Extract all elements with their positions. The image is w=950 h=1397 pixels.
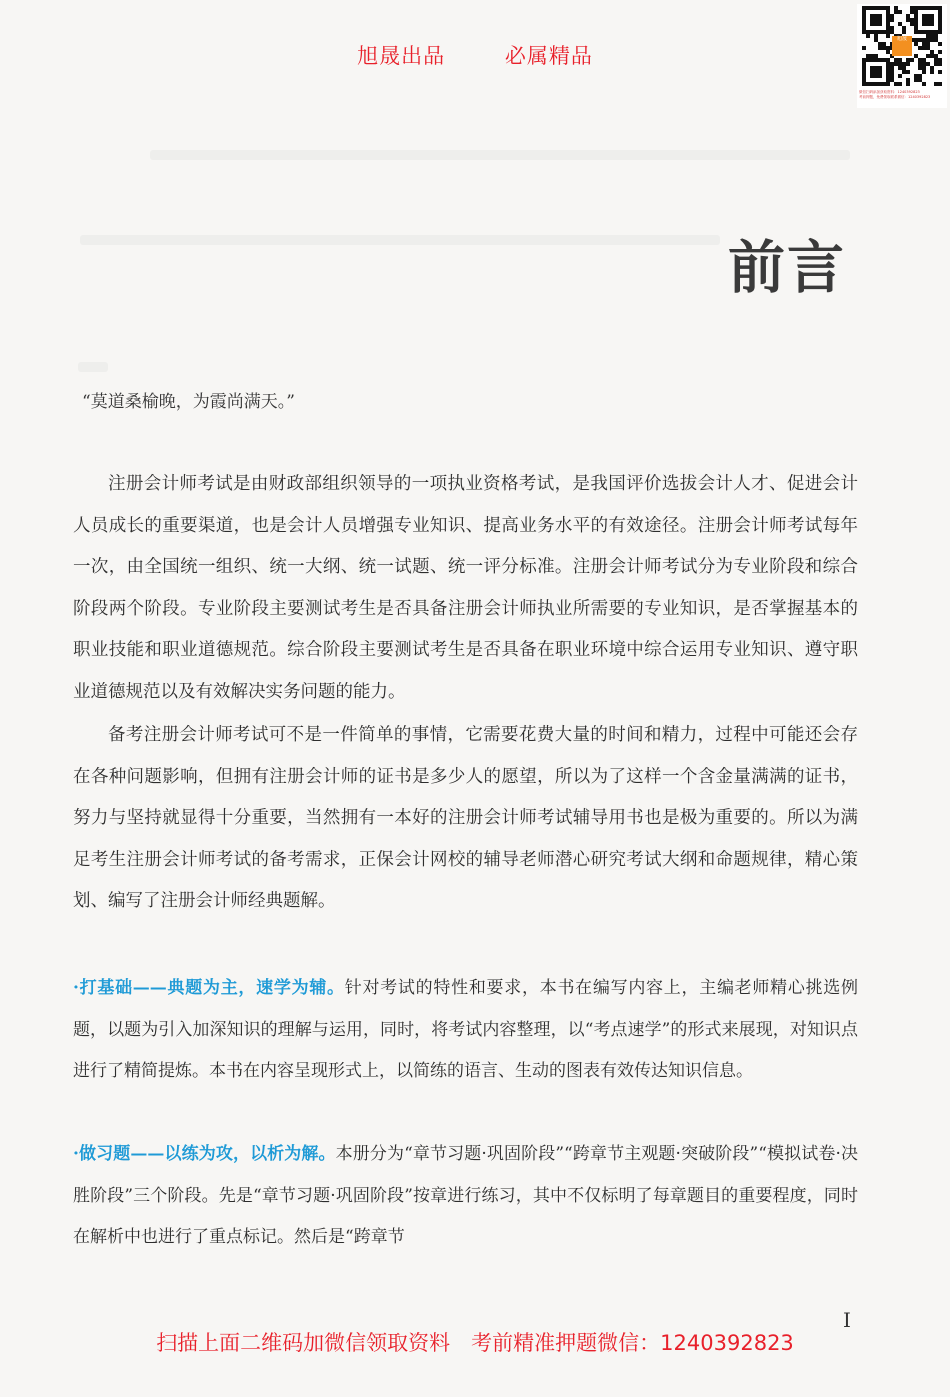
qr-caption-line: 微信扫码添加获取资料：1240392823 (859, 90, 920, 94)
bullet-title: ·做习题——以练为攻，以析为解。 (73, 1144, 336, 1164)
bullet-paragraph (73, 968, 858, 1093)
epigraph-quote: “莫道桑榆晚，为霞尚满天。” (82, 392, 295, 412)
top-watermark (0, 40, 950, 70)
bleed-through (80, 235, 720, 245)
qr-code[interactable] (857, 4, 947, 108)
page-number: I (843, 1308, 851, 1332)
bullet-text: 针对考试的特性和要求，本书在编写内容上，主编老师精心挑选例题，以题为引入加深知识的理解与运用，同时，将考试内容整理，以“考点速学”的形式来展现，对知识点进行了精简提炼。本书在内容呈现形式上，以简练的语言、生动的图表有效传达知识信息。 (73, 978, 859, 1081)
watermark-right-text: 必属精品 (504, 44, 593, 68)
bullet-title: ·打基础——典题为主，速学为辅。 (73, 978, 345, 998)
bullet-paragraph (73, 1134, 858, 1259)
watermark-left-text: 旭晟出品 (357, 44, 446, 68)
qr-center-logo: 旭晟 (892, 36, 912, 56)
bottom-watermark: 扫描上面二维码加微信领取资料 考前精准押题微信：1240392823 (156, 1331, 794, 1355)
bleed-through (78, 362, 108, 372)
qr-caption-line: 考前押题，免费领取联系微信：1240392823 (859, 95, 931, 99)
body-paragraph: 备考注册会计师考试可不是一件简单的事情，它需要花费大量的时间和精力，过程中可能还会存在各种问题影响，但拥有注册会计师的证书是多少人的愿望，所以为了这样一个含金量满满的证书，努力与坚持就显得十分重要，当然拥有一本好的注册会计师考试辅导用书也是极为重要的。所以为满足考生注册会计师考试的备考需求，正保会计网校的辅导老师潜心研究考试大纲和命题规律，精心策划、编写了注册会计师经典题解。 (73, 725, 858, 911)
page-title: 前言 (728, 235, 846, 301)
bleed-through (150, 150, 850, 160)
bullet-text: 本册分为“章节习题·巩固阶段”“跨章节主观题·突破阶段”“模拟试卷·决胜阶段”三个阶段。先是“章节习题·巩固阶段”按章进行练习，其中不仅标明了每章题目的重要程度，同时在解析中也进行了重点标记。然后是“跨章节 (73, 1144, 859, 1247)
body-paragraph: 注册会计师考试是由财政部组织领导的一项执业资格考试，是我国评价选拔会计人才、促进会计人员成长的重要渠道，也是会计人员增强专业知识、提高业务水平的有效途径。注册会计师考试每年一次，由全国统一组织、统一大纲、统一试题、统一评分标准。注册会计师考试分为专业阶段和综合阶段两个阶段。专业阶段主要测试考生是否具备注册会计师执业所需要的专业知识，是否掌握基本的职业技能和职业道德规范。综合阶段主要测试考生是否具备在职业环境中综合运用专业知识、遵守职业道德规范以及有效解决实务问题的能力。 (73, 474, 858, 702)
qr-caption (859, 90, 945, 100)
